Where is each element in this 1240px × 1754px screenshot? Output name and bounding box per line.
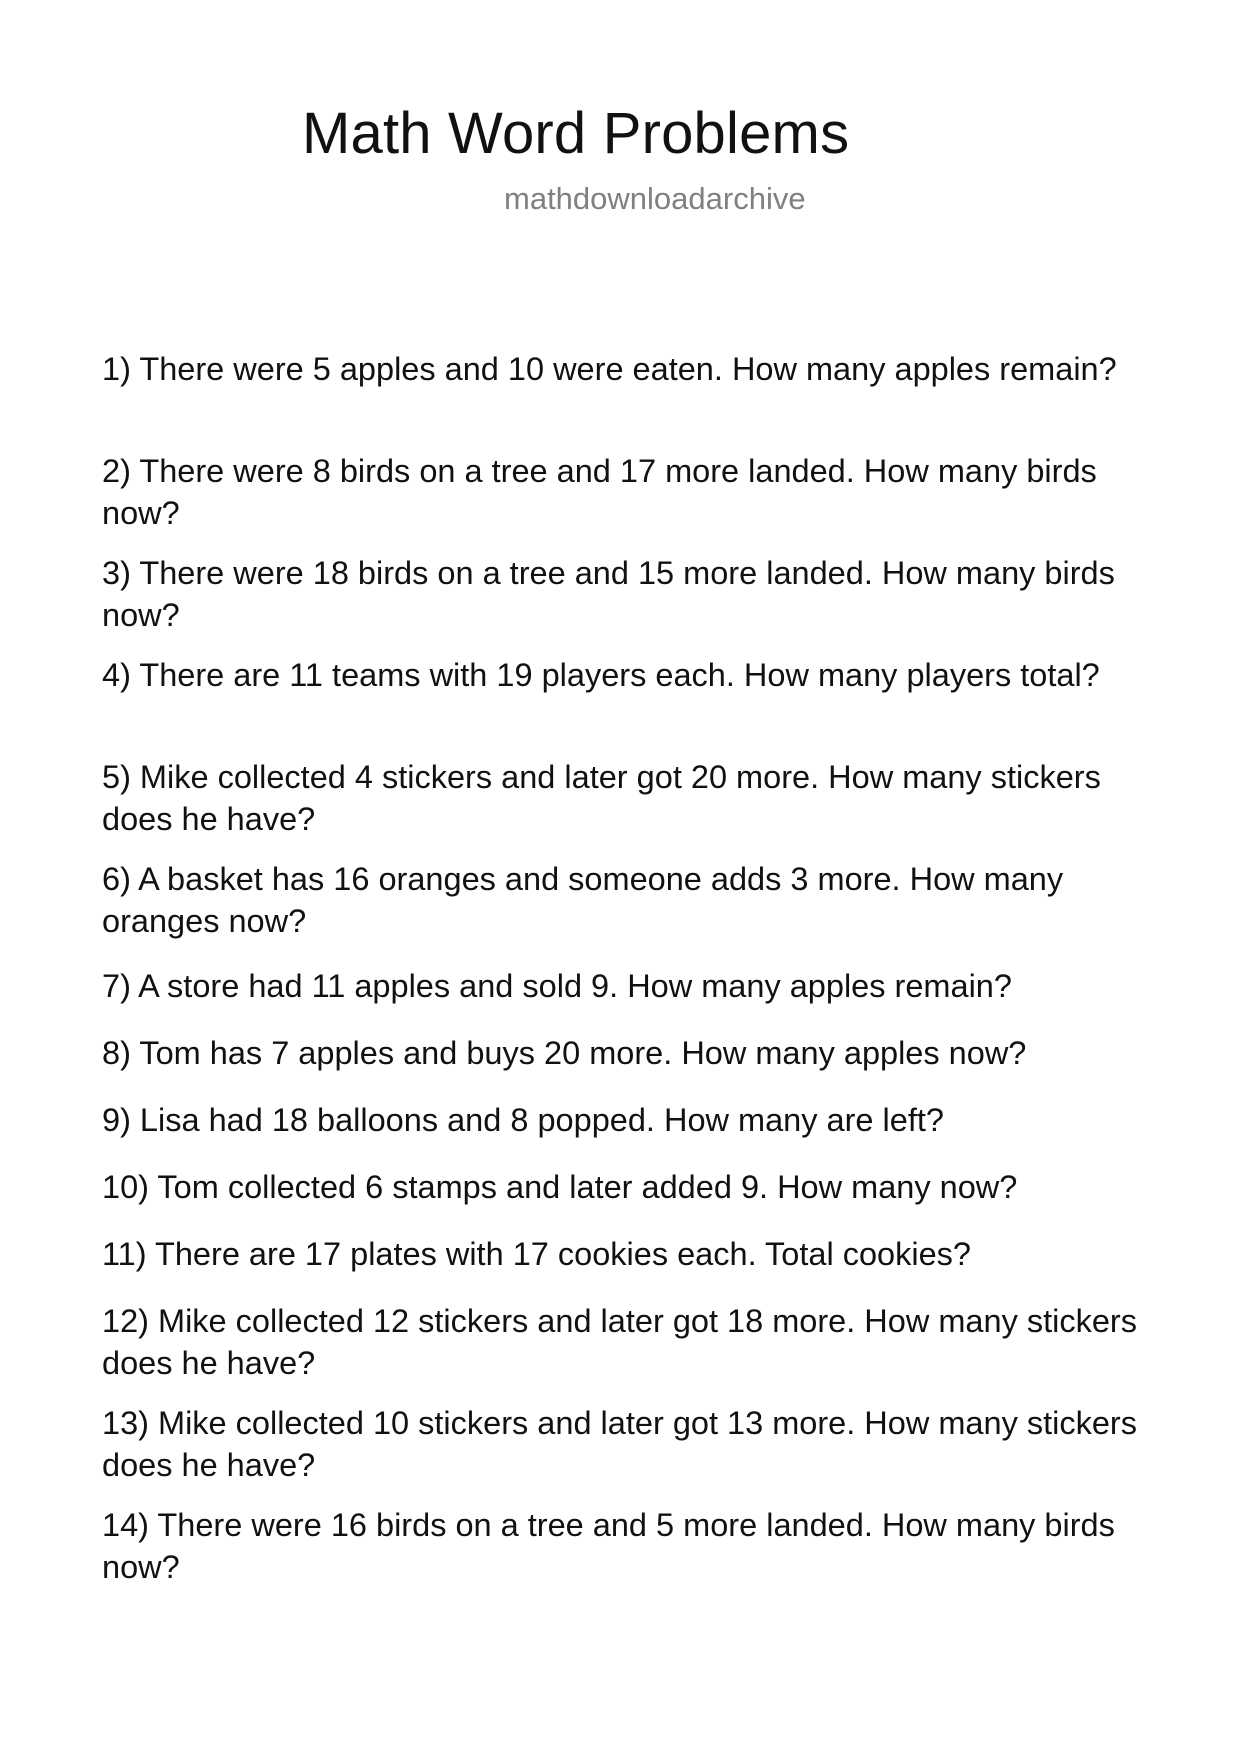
problem-11: 11) There are 17 plates with 17 cookies each. Total cookies? xyxy=(102,1236,971,1272)
problem-4: 4) There are 11 teams with 19 players each. How many players total? xyxy=(102,657,1100,693)
problem-6: 6) A basket has 16 oranges and someone adds 3 more. How many oranges now? xyxy=(102,861,1064,939)
problem-12: 12) Mike collected 12 stickers and later got 18 more. How many stickers does he have? xyxy=(102,1303,1138,1381)
problem-3: 3) There were 18 birds on a tree and 15 more landed. How many birds now? xyxy=(102,555,1115,633)
problem-10: 10) Tom collected 6 stamps and later added 9. How many now? xyxy=(102,1169,1018,1205)
problem-9: 9) Lisa had 18 balloons and 8 popped. How many are left? xyxy=(102,1102,944,1138)
problem-13: 13) Mike collected 10 stickers and later got 13 more. How many stickers does he have? xyxy=(102,1405,1138,1483)
source-subtitle: mathdownloadarchive xyxy=(504,181,806,216)
problem-14: 14) There were 16 birds on a tree and 5 more landed. How many birds now? xyxy=(102,1507,1115,1585)
problem-1: 1) There were 5 apples and 10 were eaten. How many apples remain? xyxy=(102,351,1117,387)
problem-7: 7) A store had 11 apples and sold 9. How many apples remain? xyxy=(102,968,1012,1004)
problem-2: 2) There were 8 birds on a tree and 17 more landed. How many birds now? xyxy=(102,453,1097,531)
problem-5: 5) Mike collected 4 stickers and later got 20 more. How many stickers does he have? xyxy=(102,759,1101,837)
page-title: Math Word Problems xyxy=(302,101,850,166)
problem-8: 8) Tom has 7 apples and buys 20 more. How many apples now? xyxy=(102,1035,1027,1071)
